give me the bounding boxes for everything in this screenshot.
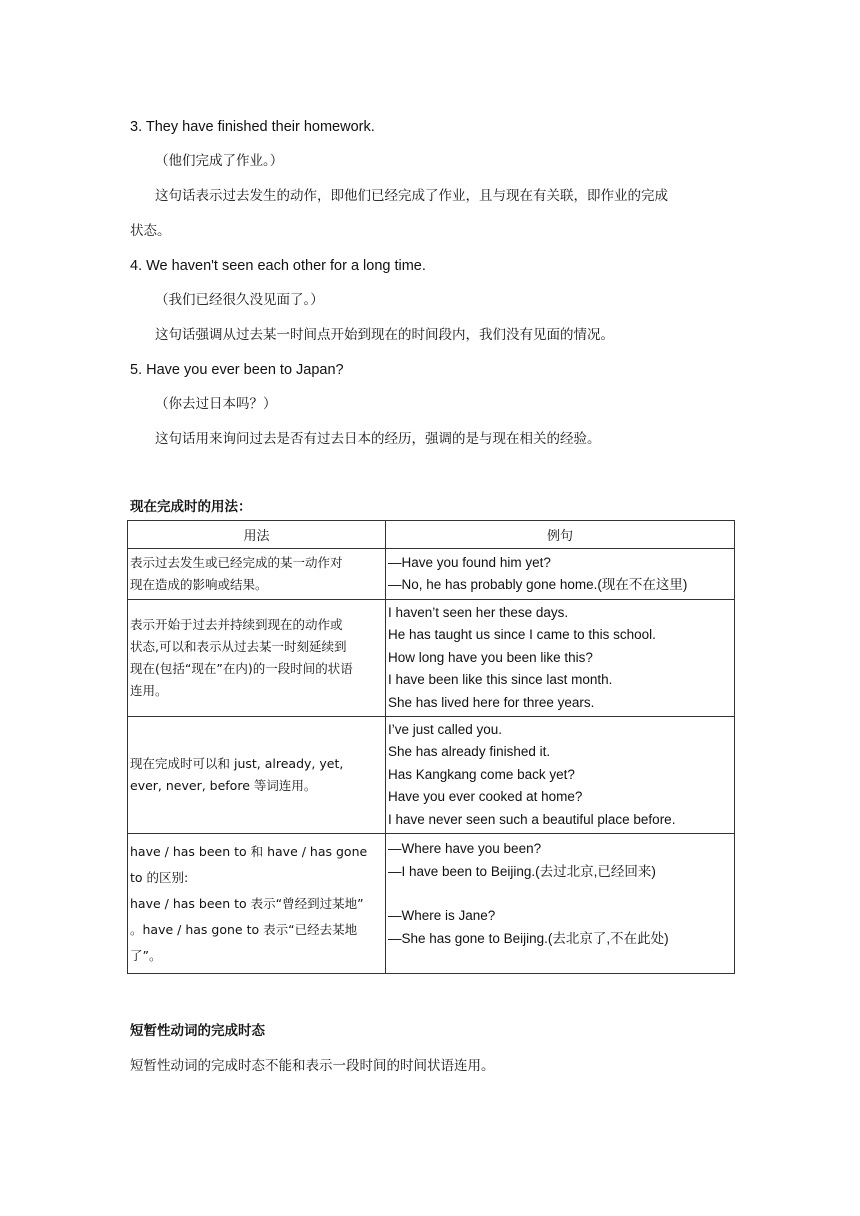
example-3-sentence: 3. They have finished their homework.: [130, 119, 375, 135]
table-row: [128, 600, 735, 717]
examples-cell: [386, 834, 735, 974]
usage-text: ever, never, before 等词连用。: [130, 778, 317, 793]
examples-cell: [386, 549, 735, 600]
transient-section-body: 短暂性动词的完成时态不能和表示一段时间的时间状语连用。: [130, 1058, 495, 1074]
usage-text: 连用。: [130, 683, 168, 698]
usage-section-title: 现在完成时的用法：: [130, 499, 252, 515]
usage-cell: [128, 600, 386, 717]
example-text: Have you ever cooked at home?: [388, 789, 583, 805]
example-3-explanation-line2: 状态。: [130, 223, 171, 239]
usage-text: 现在造成的影响或结果。: [130, 577, 268, 592]
example-5-explanation: 这句话用来询问过去是否有过去日本的经历，强调的是与现在相关的经验。: [155, 431, 601, 447]
transient-section-title: 短暂性动词的完成时态: [130, 1023, 265, 1039]
table-row: [128, 549, 735, 600]
example-3-explanation-line1: 这句话表示过去发生的动作，即他们已经完成了作业，且与现在有关联，即作业的完成: [155, 188, 668, 204]
usage-text: 表示开始于过去并持续到现在的动作或: [130, 617, 343, 632]
example-text: —No, he has probably gone home.(现在不在这里): [388, 577, 688, 592]
example-text: I haven’t seen her these days.: [388, 604, 569, 620]
usage-table: [127, 520, 735, 974]
example-text: She has already finished it.: [388, 744, 551, 760]
example-text: He has taught us since I came to this school.: [388, 627, 656, 643]
header-usage: 用法: [128, 521, 386, 549]
usage-text: have / has been to 和 have / has gone: [130, 843, 368, 859]
example-4-explanation: 这句话强调从过去某一时间点开始到现在的时间段内，我们没有见面的情况。: [155, 327, 614, 343]
example-text: —I have been to Beijing.(去过北京,已经回来): [388, 863, 656, 879]
example-4-sentence: 4. We haven't seen each other for a long time.: [130, 258, 426, 274]
usage-text: 状态,可以和表示从过去某一时刻延续到: [130, 639, 347, 654]
example-5-translation: （你去过日本吗？）: [155, 396, 277, 412]
usage-text: 现在(包括“现在”在内)的一段时间的状语: [130, 661, 353, 676]
example-text: —Where is Jane?: [388, 908, 496, 923]
usage-text: 表示过去发生或已经完成的某一动作对: [130, 555, 343, 570]
usage-cell: [128, 717, 386, 834]
example-text: —She has gone to Beijing.(去北京了,不在此处): [388, 930, 669, 946]
usage-text: have / has been to 表示“曾经到过某地”: [130, 895, 364, 911]
example-text: I’ve just called you.: [388, 721, 503, 737]
example-text: Has Kangkang come back yet?: [388, 766, 575, 782]
examples-cell: [386, 717, 735, 834]
example-text: I have never seen such a beautiful place before.: [388, 811, 676, 827]
usage-cell: [128, 834, 386, 974]
usage-text: 。have / has gone to 表示“已经去某地: [130, 921, 358, 937]
table-row: [128, 717, 735, 834]
examples-cell: [386, 600, 735, 717]
example-text: She has lived here for three years.: [388, 694, 595, 710]
usage-text: 现在完成时可以和 just, already, yet,: [130, 756, 344, 771]
table-row: [128, 834, 735, 974]
example-text: —Have you found him yet?: [388, 554, 551, 570]
usage-text: 了”。: [130, 947, 162, 963]
example-spacer: [388, 883, 732, 905]
example-5-sentence: 5. Have you ever been to Japan?: [130, 362, 344, 378]
table-header-row: [128, 521, 735, 549]
usage-cell: [128, 549, 386, 600]
usage-text: to 的区别:: [130, 869, 189, 885]
example-4-translation: （我们已经很久没见面了。）: [155, 292, 324, 308]
example-text: —Where have you been?: [388, 841, 542, 856]
header-examples: 例句: [386, 521, 735, 549]
example-text: I have been like this since last month.: [388, 672, 613, 688]
example-text: How long have you been like this?: [388, 649, 593, 665]
example-3-translation: （他们完成了作业。）: [155, 153, 284, 169]
